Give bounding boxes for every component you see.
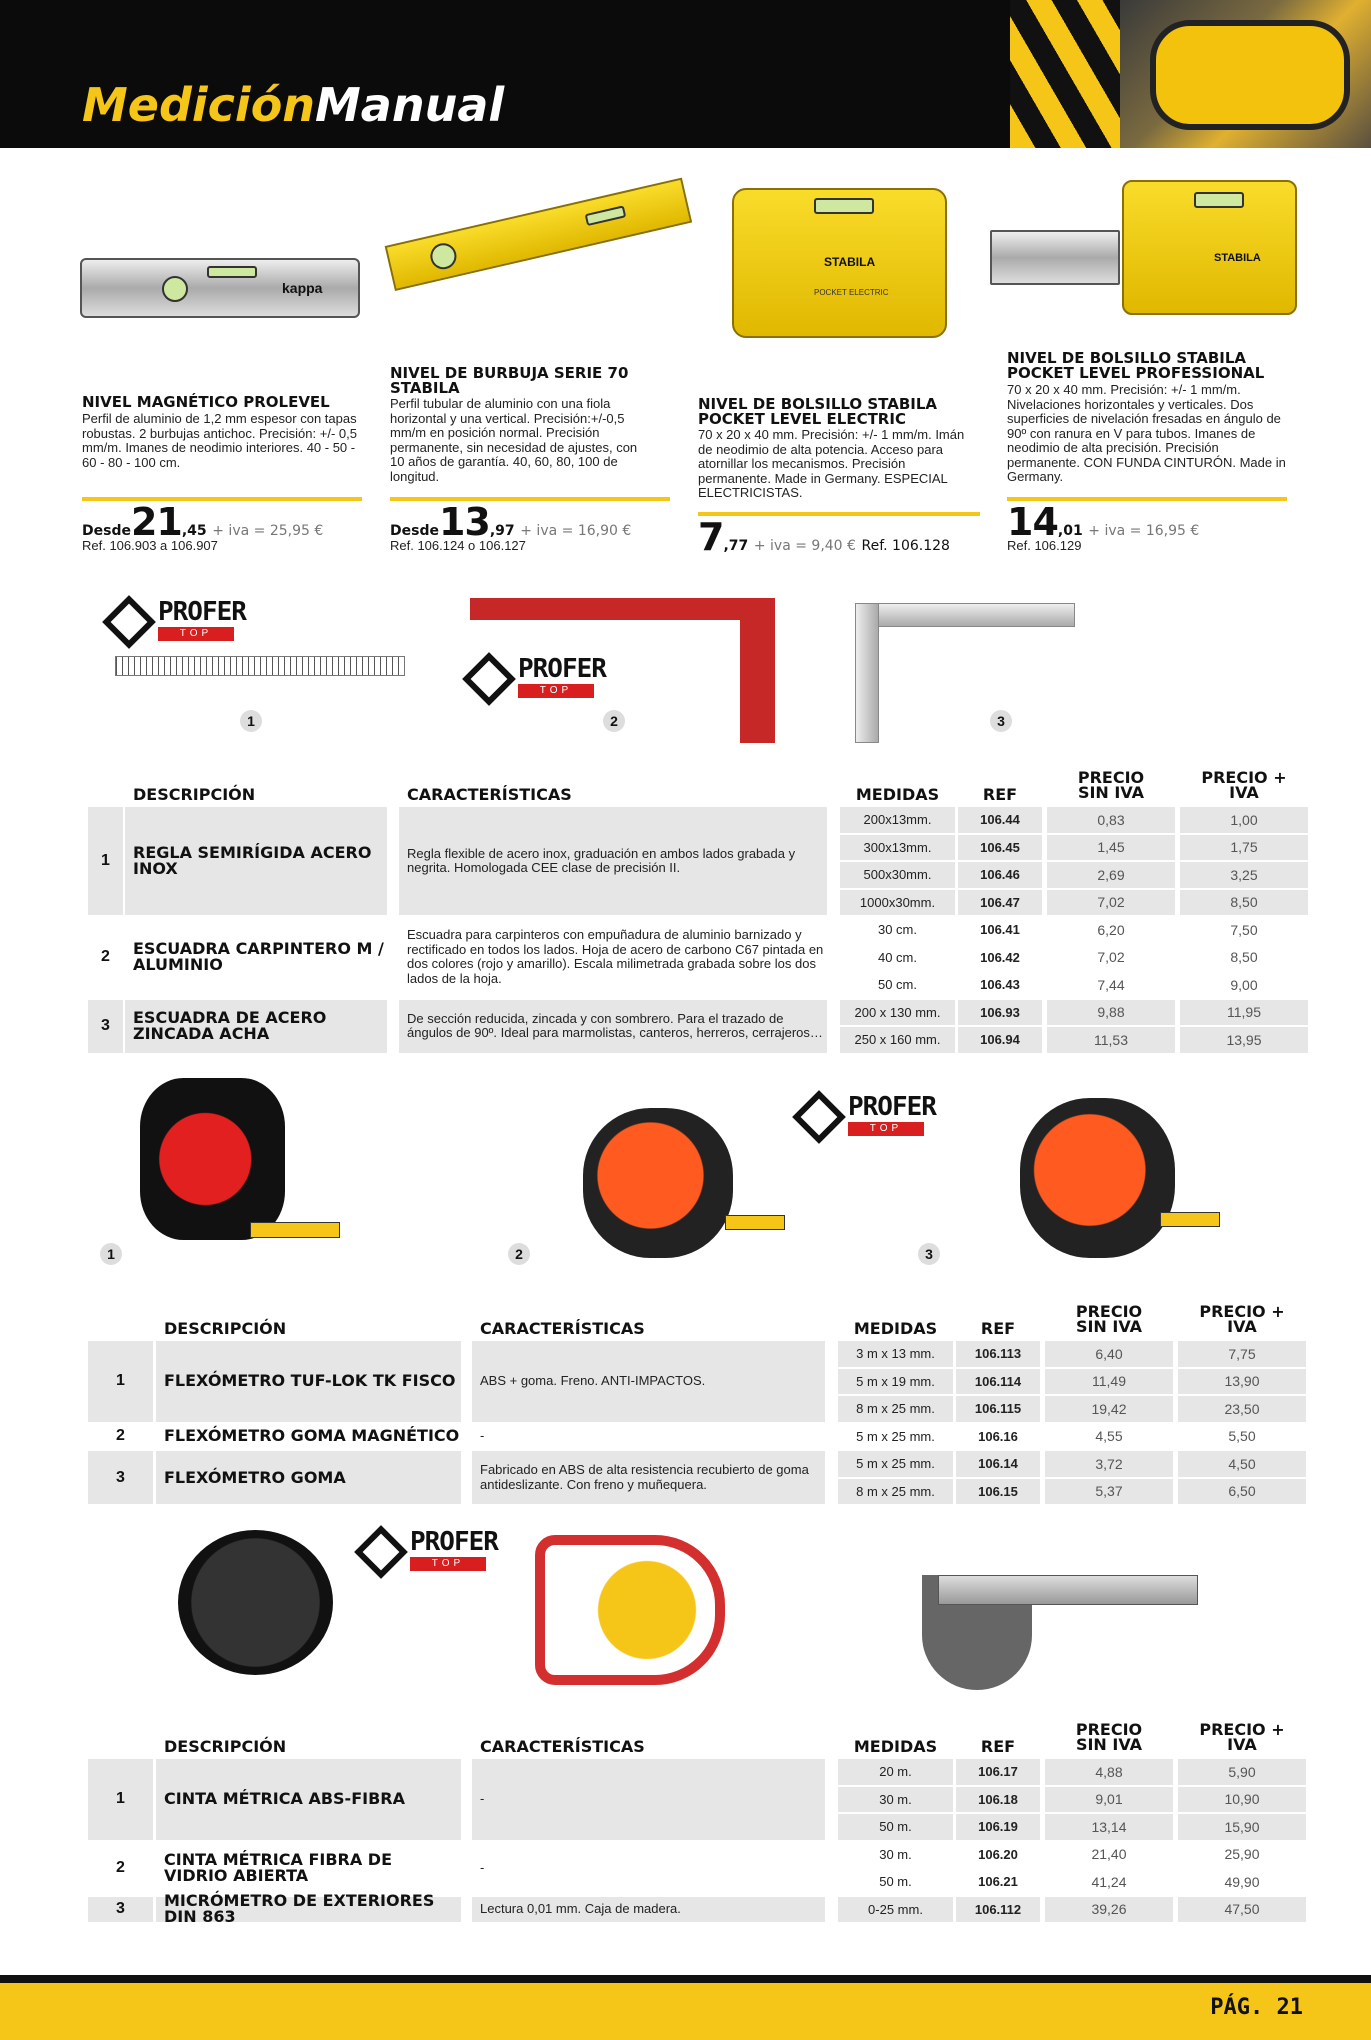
vial-icon	[1194, 192, 1244, 208]
item-number: 1	[88, 1341, 153, 1422]
tape-rubber-image	[1020, 1098, 1175, 1258]
price-cell: 7,44	[1047, 972, 1175, 998]
tape-magnetic-image	[583, 1108, 733, 1258]
product-ref: Ref. 106.903 a 106.907	[82, 538, 218, 553]
item-description: CINTA MÉTRICA ABS-FIBRA	[156, 1759, 461, 1840]
size-cell: 20 m.	[838, 1759, 953, 1785]
price-cell: 1,45	[1047, 835, 1175, 861]
subsection-title: Manual	[315, 78, 505, 132]
ref-cell: 106.93	[958, 1000, 1042, 1026]
price-cell: 6,40	[1045, 1341, 1173, 1367]
price-iva-cell: 7,75	[1178, 1341, 1306, 1367]
product-description: Perfil de aluminio de 1,2 mm espesor con tapas robustas. 2 burbujas antichoc. Precisión: +/- 0,5 mm/m. Imanes de neodimio interiores. 40 - 50 - 60 - 80 - 100 cm.	[82, 411, 357, 470]
pocket-pro-image	[1122, 180, 1297, 315]
price-iva-cell: 10,90	[1178, 1787, 1306, 1813]
size-cell: 0-25 mm.	[838, 1897, 953, 1923]
page-number: PÁG. 21	[1210, 1995, 1303, 2020]
item-number-3: 3	[990, 710, 1012, 732]
item-number: 2	[101, 948, 110, 966]
carpenter-square-leg	[740, 598, 775, 743]
item-number-2: 2	[603, 710, 625, 732]
price-cell: 7,02	[1047, 945, 1175, 971]
item-description: CINTA MÉTRICA FIBRA DE VIDRIO ABIERTA	[164, 1850, 393, 1885]
price-cell: 11,49	[1045, 1369, 1173, 1395]
item-number: 3	[88, 1000, 123, 1053]
price-cell: 0,83	[1047, 807, 1175, 833]
size-cell: 250 x 160 mm.	[840, 1027, 955, 1053]
ref-cell: 106.46	[958, 862, 1042, 888]
product-price: Desde13,97 + iva = 16,90 €	[390, 500, 632, 544]
size-cell: 200 x 130 mm.	[840, 1000, 955, 1026]
pocket-electric-image	[732, 188, 947, 338]
product-price: Desde21,45 + iva = 25,95 €	[82, 500, 324, 544]
tape-blade	[250, 1222, 340, 1238]
ref-cell: 106.45	[958, 835, 1042, 861]
item-number-1: 1	[100, 1243, 122, 1265]
item-number: 3	[88, 1897, 153, 1923]
price-iva-cell: 8,50	[1180, 890, 1308, 916]
header-description: DESCRIPCIÓN	[164, 1737, 287, 1756]
abs-fiber-tape-image	[178, 1530, 333, 1675]
model-label: POCKET ELECTRIC	[814, 288, 889, 297]
price-cell: 39,26	[1045, 1897, 1173, 1923]
profer-logo: PROFER TOP	[110, 597, 240, 647]
price-cell: 41,24	[1045, 1869, 1173, 1895]
size-cell: 30 m.	[838, 1787, 953, 1813]
product-ref: Ref. 106.124 o 106.127	[390, 538, 526, 553]
price-iva-cell: 1,75	[1180, 835, 1308, 861]
prolevel-image	[80, 258, 360, 318]
price-iva-cell: 49,90	[1178, 1869, 1306, 1895]
item-description: ESCUADRA DE ACERO ZINCADA ACHA	[125, 1000, 387, 1053]
item-features: -	[472, 1759, 825, 1840]
product-price: 14,01 + iva = 16,95 €	[1007, 500, 1200, 544]
item-number-2: 2	[508, 1243, 530, 1265]
vial-icon	[162, 276, 188, 302]
product-description: 70 x 20 x 40 mm. Precisión: +/- 1 mm/m. Nivelaciones horizontales y verticales. Dos superficies de nivelación fresadas en ángulo de 90º con ranura en V para tubos. Imanes de neodimio de alta precisión. Precisión permanente. CON FUNDA CINTURÓN. Made in Germany.	[1007, 382, 1286, 484]
price-iva-cell: 23,50	[1178, 1396, 1306, 1422]
header-price-iva-sub: IVA	[1227, 1317, 1257, 1336]
price-cell: 4,55	[1045, 1424, 1173, 1450]
size-cell: 500x30mm.	[840, 862, 955, 888]
price-iva-cell: 7,50	[1180, 917, 1308, 943]
price-iva-cell: 25,90	[1178, 1842, 1306, 1868]
item-features: -	[480, 1859, 485, 1875]
profer-logo: PROFER TOP	[362, 1527, 492, 1577]
ref-cell: 106.20	[956, 1842, 1040, 1868]
price-iva-cell: 13,95	[1180, 1027, 1308, 1053]
header-features: CARACTERÍSTICAS	[480, 1319, 645, 1338]
ref-cell: 106.17	[956, 1759, 1040, 1785]
price-cell: 6,20	[1047, 917, 1175, 943]
ref-cell: 106.18	[956, 1787, 1040, 1813]
price-iva-cell: 3,25	[1180, 862, 1308, 888]
footer-bar	[0, 1975, 1371, 2040]
item-features: Regla flexible de acero inox, graduación en ambos lados grabada y negrita. Homologada CEE clase de precisión II.	[399, 807, 827, 915]
header-description: DESCRIPCIÓN	[164, 1319, 287, 1338]
brand-label: STABILA	[1214, 252, 1261, 264]
carpenter-square-image	[470, 598, 775, 620]
size-cell: 30 cm.	[840, 917, 955, 943]
ref-cell: 106.15	[956, 1479, 1040, 1505]
price-iva-cell: 47,50	[1178, 1897, 1306, 1923]
ref-cell: 106.114	[956, 1369, 1040, 1395]
header-price-sub: SIN IVA	[1075, 1735, 1143, 1754]
price-cell: 2,69	[1047, 862, 1175, 888]
price-cell: 7,02	[1047, 890, 1175, 916]
ref-cell: 106.16	[956, 1424, 1040, 1450]
vial-icon	[207, 266, 257, 278]
price-iva-cell: 15,90	[1178, 1814, 1306, 1840]
tape-blade	[725, 1215, 785, 1230]
header-ref: REF	[980, 1737, 1016, 1756]
size-cell: 300x13mm.	[840, 835, 955, 861]
tape-blade	[1160, 1212, 1220, 1227]
item-description: FLEXÓMETRO TUF-LOK TK FISCO	[156, 1341, 461, 1422]
vial-icon	[428, 241, 459, 272]
steel-rule-image	[115, 656, 405, 676]
price-cell: 21,40	[1045, 1842, 1173, 1868]
header-price-iva-sub: IVA	[1227, 1735, 1257, 1754]
header-price-iva: PRECIO +	[1201, 768, 1287, 787]
item-number: 3	[88, 1451, 153, 1504]
size-cell: 40 cm.	[840, 945, 955, 971]
ref-cell: 106.113	[956, 1341, 1040, 1367]
price-iva-cell: 1,00	[1180, 807, 1308, 833]
price-iva-cell: 4,50	[1178, 1451, 1306, 1477]
price-iva-cell: 9,00	[1180, 972, 1308, 998]
size-cell: 5 m x 25 mm.	[838, 1424, 953, 1450]
brand-label: kappa	[282, 280, 323, 296]
item-number: 2	[116, 1859, 125, 1876]
item-features: Fabricado en ABS de alta resistencia recubierto de goma antideslizante. Con freno y muñequera.	[472, 1451, 825, 1504]
item-description: ESCUADRA CARPINTERO M / ALUMINIO	[133, 939, 384, 975]
pocket-pro-holster	[990, 230, 1120, 285]
price-cell: 9,01	[1045, 1787, 1173, 1813]
ref-cell: 106.41	[958, 917, 1042, 943]
header-price-iva: PRECIO +	[1199, 1720, 1285, 1739]
item-description: FLEXÓMETRO GOMA	[156, 1451, 461, 1504]
product-name: NIVEL MAGNÉTICO PROLEVEL	[82, 393, 330, 411]
size-cell: 50 m.	[838, 1814, 953, 1840]
size-cell: 8 m x 25 mm.	[838, 1479, 953, 1505]
price-iva-cell: 8,50	[1180, 945, 1308, 971]
tape-tuflok-image	[140, 1078, 285, 1240]
ref-cell: 106.43	[958, 972, 1042, 998]
header-ref: REF	[980, 1319, 1016, 1338]
header-sizes: MEDIDAS	[853, 1737, 938, 1756]
product-name: NIVEL DE BOLSILLO STABILA POCKET LEVEL ELECTRIC	[698, 395, 938, 428]
profer-logo: PROFER TOP	[800, 1092, 930, 1142]
size-cell: 5 m x 19 mm.	[838, 1369, 953, 1395]
price-cell: 3,72	[1045, 1451, 1173, 1477]
size-cell: 200x13mm.	[840, 807, 955, 833]
item-features: Lectura 0,01 mm. Caja de madera.	[472, 1897, 825, 1923]
size-cell: 30 m.	[838, 1842, 953, 1868]
ref-cell: 106.115	[956, 1396, 1040, 1422]
section-title: Medición	[82, 78, 316, 132]
price-cell: 11,53	[1047, 1027, 1175, 1053]
item-number: 1	[88, 1759, 153, 1840]
price-iva-cell: 11,95	[1180, 1000, 1308, 1026]
product-name: NIVEL DE BURBUJA SERIE 70 STABILA	[390, 364, 629, 397]
item-number-3: 3	[918, 1243, 940, 1265]
price-cell: 4,88	[1045, 1759, 1173, 1785]
product-description: 70 x 20 x 40 mm. Precisión: +/- 1 mm/m. Imán de neodimio de alta potencia. Acceso para atornillar los mecanismos. Precisión permanente. Made in Germany. ESPECIAL ELECTRICISTAS.	[698, 427, 965, 500]
item-features: -	[480, 1428, 485, 1443]
item-features: Escuadra para carpinteros con empuñadura de aluminio barnizado y rectificado en todos los lados. Hoja de acero de carbono C67 pintada en dos colores (rojo y amarillo). Escala milimetrada grabada sobre los dos lados de la hoja.	[407, 927, 824, 986]
price-cell: 13,14	[1045, 1814, 1173, 1840]
size-cell: 5 m x 25 mm.	[838, 1451, 953, 1477]
size-cell: 1000x30mm.	[840, 890, 955, 916]
zinc-square-leg	[855, 603, 879, 743]
stabila70-image	[385, 178, 693, 291]
ref-cell: 106.44	[958, 807, 1042, 833]
ref-cell: 106.19	[956, 1814, 1040, 1840]
page-header	[0, 0, 1371, 148]
zinc-square-image	[855, 603, 1075, 627]
price-cell: 5,37	[1045, 1479, 1173, 1505]
header-features: CARACTERÍSTICAS	[407, 785, 572, 804]
size-cell: 8 m x 25 mm.	[838, 1396, 953, 1422]
header-description: DESCRIPCIÓN	[133, 785, 256, 804]
size-cell: 50 cm.	[840, 972, 955, 998]
profer-logo: PROFER TOP	[470, 654, 600, 704]
price-iva-cell: 5,90	[1178, 1759, 1306, 1785]
header-price: PRECIO	[1075, 1302, 1143, 1321]
header-sizes: MEDIDAS	[853, 1319, 938, 1338]
item-number: 1	[88, 807, 123, 915]
header-price: PRECIO	[1075, 1720, 1143, 1739]
size-cell: 50 m.	[838, 1869, 953, 1895]
item-description: MICRÓMETRO DE EXTERIORES DIN 863	[156, 1897, 461, 1923]
item-description: REGLA SEMIRÍGIDA ACERO INOX	[125, 807, 387, 915]
header-sizes: MEDIDAS	[855, 785, 940, 804]
vial-icon	[585, 205, 627, 226]
price-iva-cell: 6,50	[1178, 1479, 1306, 1505]
item-number: 2	[116, 1427, 125, 1445]
open-fiber-tape-image	[535, 1535, 725, 1685]
drill-image	[1150, 20, 1350, 130]
price-cell: 19,42	[1045, 1396, 1173, 1422]
product-name: NIVEL DE BOLSILLO STABILA POCKET LEVEL PROFESSIONAL	[1007, 349, 1265, 382]
product-ref: Ref. 106.129	[1007, 538, 1082, 553]
product-description: Perfil tubular de aluminio con una fiola horizontal y una vertical. Precisión:+/-0,5 mm/m en posición normal. Precisión permanente, sin necesidad de ajustes, con 10 años de garantía. 40, 60, 80, 100 de longitud.	[390, 396, 638, 484]
size-cell: 3 m x 13 mm.	[838, 1341, 953, 1367]
ref-cell: 106.14	[956, 1451, 1040, 1477]
header-price-iva: PRECIO +	[1199, 1302, 1285, 1321]
micrometer-barrel	[938, 1575, 1198, 1605]
header-price-sub: SIN IVA	[1077, 783, 1145, 802]
item-description: FLEXÓMETRO GOMA MAGNÉTICO	[164, 1426, 460, 1446]
price-iva-cell: 5,50	[1178, 1424, 1306, 1450]
header-ref: REF	[982, 785, 1018, 804]
header-features: CARACTERÍSTICAS	[480, 1737, 645, 1756]
ref-cell: 106.112	[956, 1897, 1040, 1923]
item-features: ABS + goma. Freno. ANTI-IMPACTOS.	[472, 1341, 825, 1422]
brand-label: STABILA	[824, 255, 876, 269]
ref-cell: 106.94	[958, 1027, 1042, 1053]
product-price: 7,77 + iva = 9,40 € Ref. 106.128	[698, 515, 950, 559]
header-price-iva-sub: IVA	[1229, 783, 1259, 802]
ref-cell: 106.21	[956, 1869, 1040, 1895]
header-price-sub: SIN IVA	[1075, 1317, 1143, 1336]
header-price: PRECIO	[1077, 768, 1145, 787]
price-cell: 9,88	[1047, 1000, 1175, 1026]
price-iva-cell: 13,90	[1178, 1369, 1306, 1395]
ref-cell: 106.42	[958, 945, 1042, 971]
ref-cell: 106.47	[958, 890, 1042, 916]
item-number-1: 1	[240, 710, 262, 732]
vial-icon	[814, 198, 874, 214]
item-features: De sección reducida, zincada y con sombrero. Para el trazado de ángulos de 90º. Ideal para marmolistas, canteros, herreros, cerrajeros…	[399, 1000, 827, 1053]
